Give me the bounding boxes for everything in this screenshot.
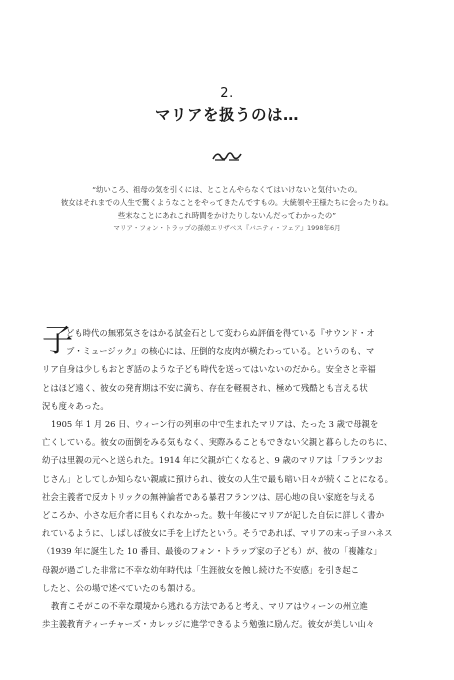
body-line: 母親が過ごした非常に不幸な幼年時代は「生涯彼女を蝕し続けた不安感」を引き起こ — [42, 564, 360, 575]
ornament-divider-icon — [211, 150, 243, 162]
body-line: 教育こそがこの不幸な環境から逃れる方法であると考え、マリアはウィーンの州立進 — [51, 601, 368, 612]
body-line: ブ・ミュージック』の核心には、圧倒的な皮肉が横たわっている。というのも、マ — [66, 346, 375, 357]
body-text — [42, 324, 422, 633]
body-line: 況も度々あった。 — [42, 400, 109, 411]
chapter-number: 2. — [220, 86, 234, 101]
body-line: リア自身は少しもおとぎ話のような子ども時代を送ってはいないのだから。安全さと幸福 — [42, 364, 376, 375]
body-line: 1905 年 1 月 26 日、ウィーン行の列車の中で生まれたマリアは、たった 3 歳で母親を — [51, 419, 379, 430]
body-line: したと、公の場で述べていたのも頷ける。 — [42, 582, 201, 593]
body-line: 幼子は里親の元へと送られた。1914 年に父親が亡くなると、9 歳のマリアは「フランツお — [42, 455, 383, 466]
epigraph-source: マリア・フォン・トラップの孫娘エリザベス『バニティ・フェア』1998年6月 — [113, 224, 341, 232]
epigraph — [40, 183, 414, 235]
body-line: 社会主義者で反カトリックの無神論者である暴君フランツは、居心地の良い家庭を与える — [42, 491, 376, 502]
body-line: とはほど遠く、彼女の発育期は不安に満ち、存在を軽視され、極めて残酷とも言える状 — [42, 382, 368, 393]
body-line: どころか、小さな厄介者に目もくれなかった。数十年後にマリアが記した自伝に詳しく書か — [42, 510, 385, 521]
body-line: （1939 年に誕生した 10 番目、最後のフォン・トラップ家の子ども）が、彼の「複雑な」 — [42, 546, 382, 557]
chapter-title: マリアを扱うのは… — [154, 106, 299, 124]
epigraph-line: 些末なことにあれこれ時間をかけたりしないんだってわかったの” — [117, 211, 337, 220]
body-line: ども時代の無邪気さをはかる試金石として変わらぬ評価を得ている『サウンド・オ — [66, 328, 375, 338]
epigraph-line: “幼いころ、祖母の気を引くには、とことんやらなくてはいけないと気付いたの。 — [92, 185, 362, 194]
body-line: 亡くしている。彼女の面倒をみる気もなく、実際みることもできない父親と暮らしたのちに、 — [42, 437, 393, 448]
body-line: じさん」としてしか知らない親戚に預けられ、彼女の人生で最も暗い日々が続くことになる。 — [42, 473, 393, 484]
epigraph-line: 彼女はそれまでの人生で驚くようなことをやってきたんですもの。大統領や王様たちに会ったりね。 — [60, 198, 394, 207]
drop-cap: 子 — [42, 323, 73, 359]
body-line: 歩主義教育ティーチャーズ・カレッジに進学できるよう勉強に励んだ。彼女が美しい山々 — [42, 619, 375, 630]
body-line: れているように、しばしば彼女に手を上げたという。そうであれば、マリアの末っ子ヨハネス — [42, 528, 393, 539]
